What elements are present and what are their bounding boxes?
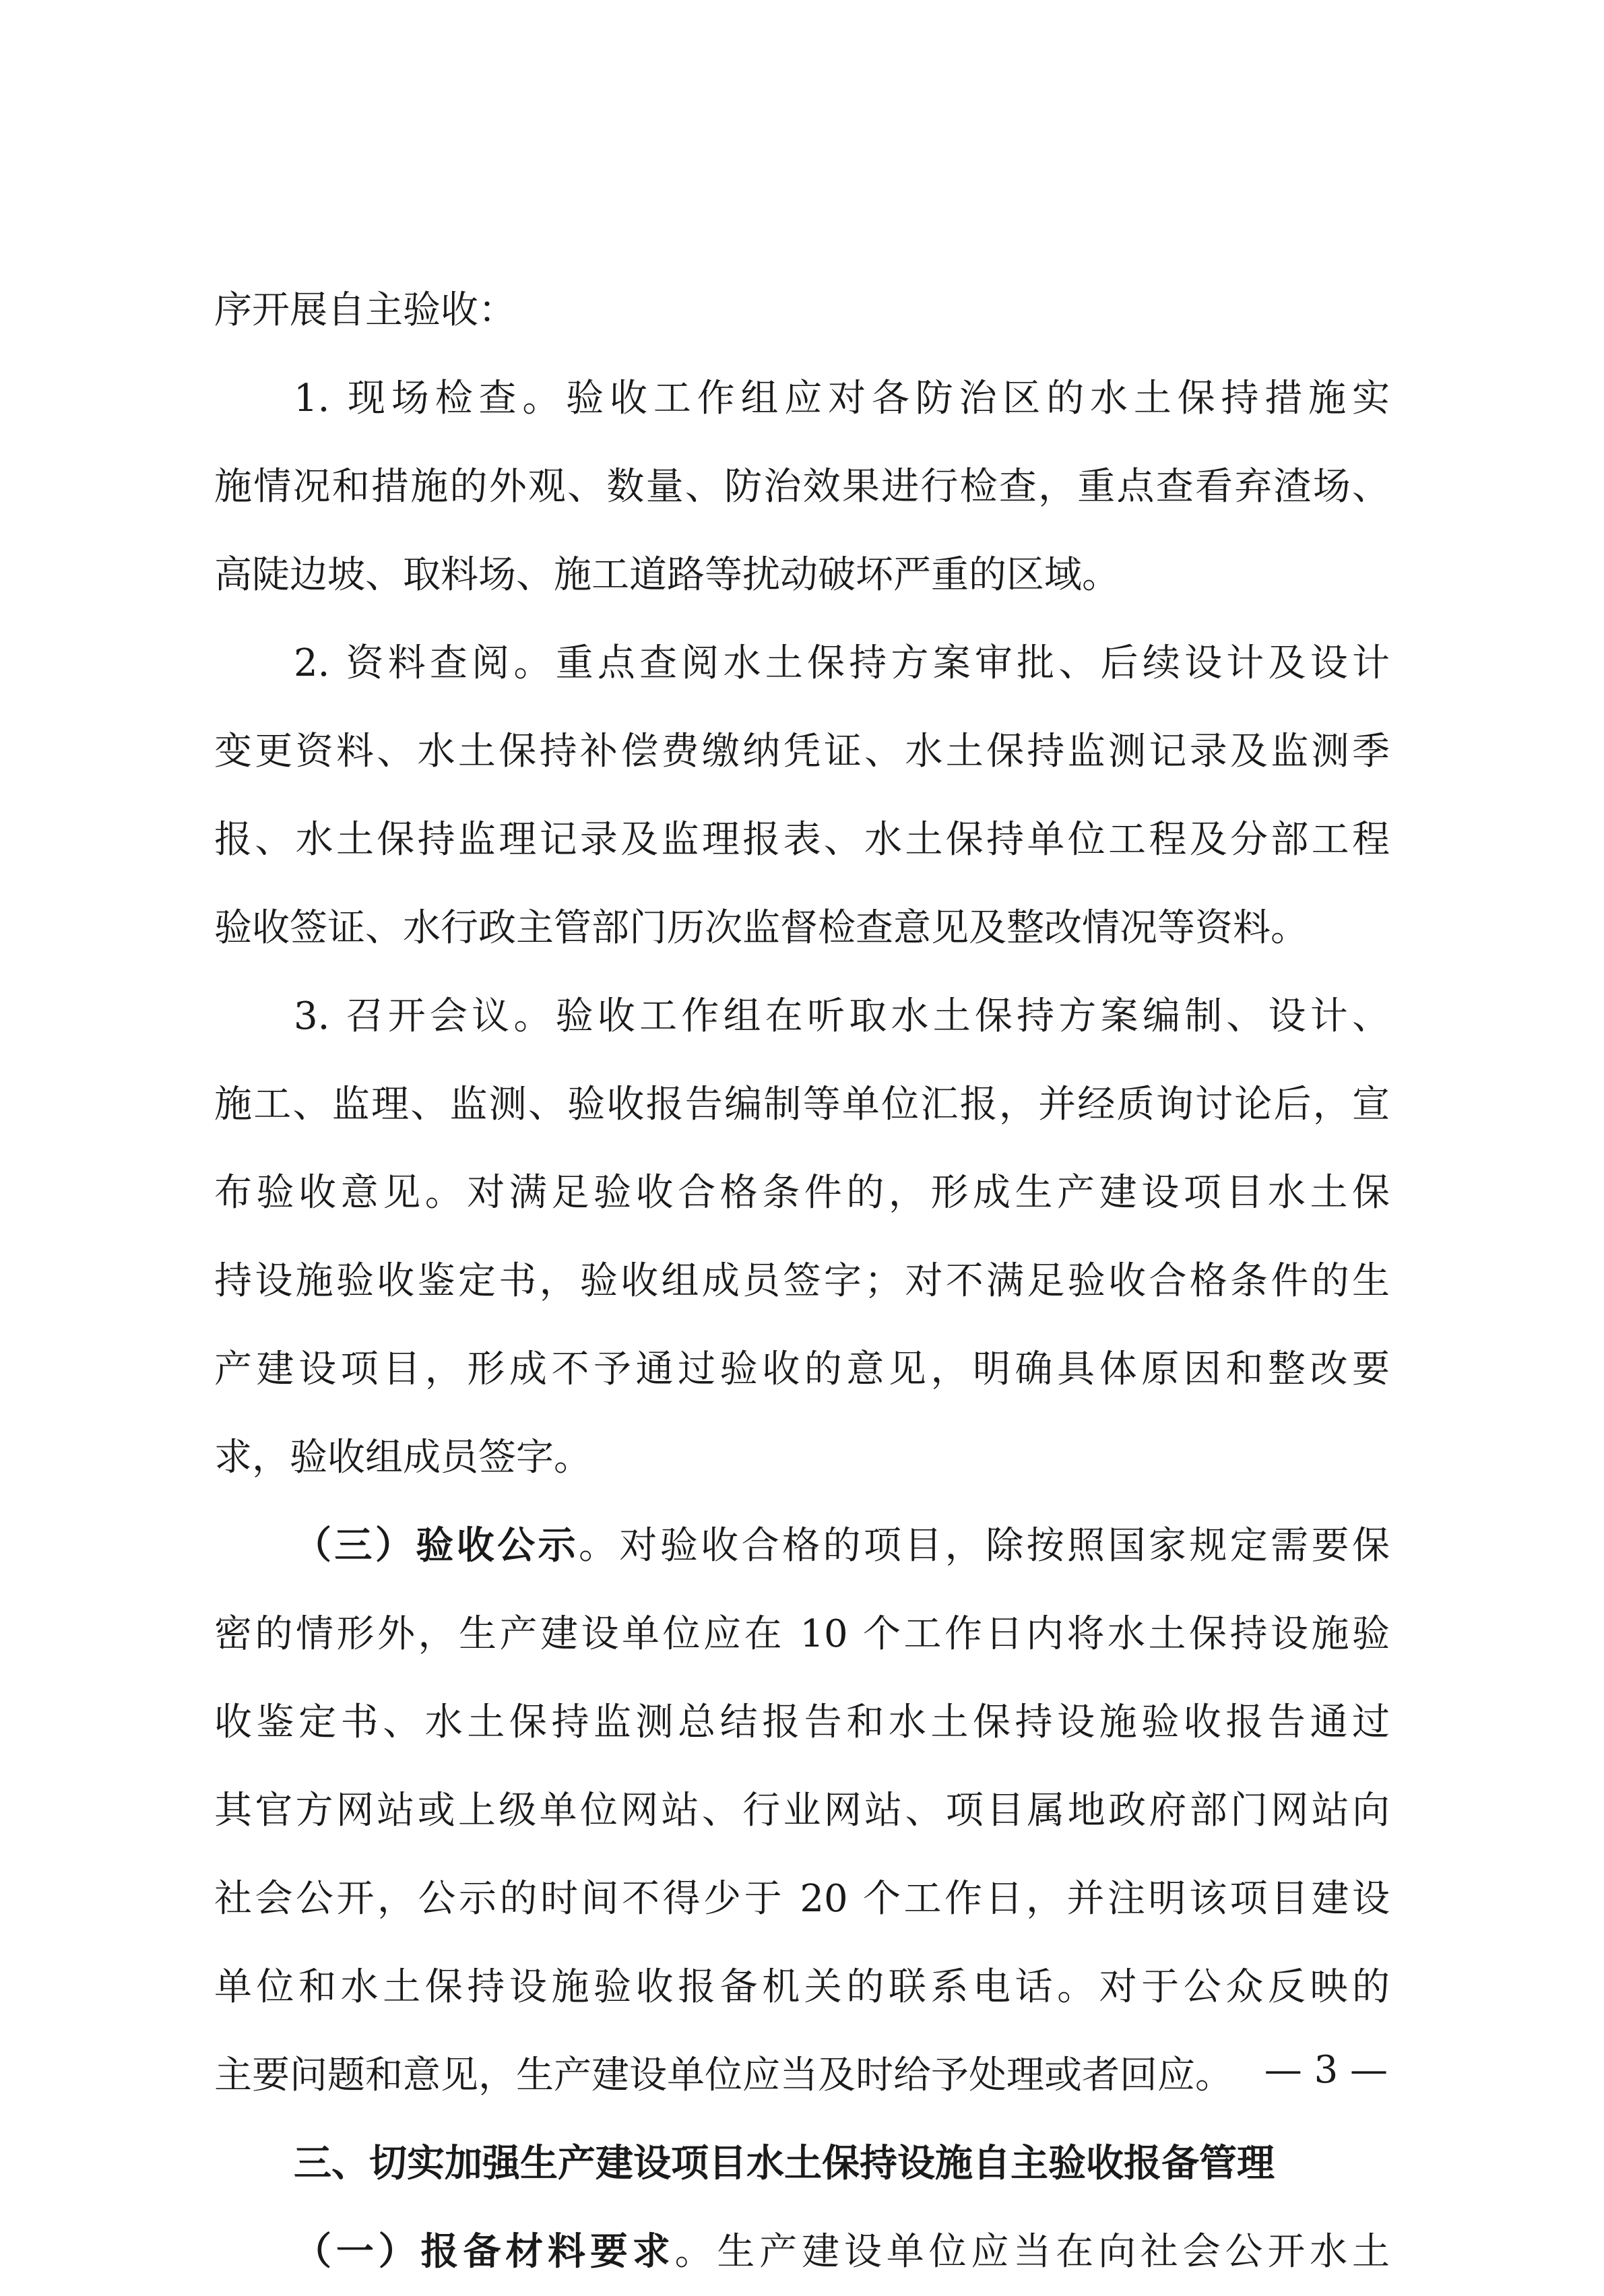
section-heading: 三、切实加强生产建设项目水土保持设施自主验收报备管理 [294, 2142, 1275, 2186]
publicity-first-line-text: 。对验收合格的项目，除按照国家规定需要保 [578, 1524, 1390, 1568]
materials-paragraph-first-line [214, 2208, 1390, 2296]
text-line: 单位和水土保持设施验收报备机关的联系电话。对于公众反映的 [214, 1965, 1390, 2009]
materials-lead: （一）报备材料要求 [294, 2230, 675, 2274]
text-line: 其官方网站或上级单位网站、行业网站、项目属地政府部门网站向 [214, 1789, 1390, 1832]
text-line: 收鉴定书、水土保持监测总结报告和水土保持设施验收报告通过 [214, 1700, 1390, 1744]
page-number: — 3 — [1264, 2048, 1388, 2092]
text-line: 序开展自主验收： [214, 288, 516, 332]
text-line: 主要问题和意见，生产建设单位应当及时给予处理或者回应。 [214, 2053, 1233, 2097]
text-line: 求，验收组成员签字。 [214, 1436, 591, 1479]
materials-first-line-text: 。生产建设单位应当在向社会公开水土 [674, 2230, 1390, 2274]
text-line: 2. 资料查阅。重点查阅水土保持方案审批、后续设计及设计 [294, 641, 1390, 685]
paragraph-lines [214, 266, 1390, 1502]
text-line: 3. 召开会议。验收工作组在听取水土保持方案编制、设计、 [294, 994, 1390, 1038]
text-line: 社会公开，公示的时间不得少于 20 个工作日，并注明该项目建设 [214, 1877, 1390, 1921]
text-line: 报、水土保持监理记录及监理报表、水土保持单位工程及分部工程 [214, 818, 1390, 862]
text-line: 密的情形外，生产建设单位应在 10 个工作日内将水土保持设施验 [214, 1612, 1390, 1656]
body-text [214, 266, 1390, 2296]
publicity-lead: （三）验收公示 [294, 1524, 579, 1568]
publicity-paragraph-first-line [214, 1502, 1390, 1590]
text-line: 施情况和措施的外观、数量、防治效果进行检查，重点查看弃渣场、 [214, 465, 1390, 509]
text-line: 验收签证、水行政主管部门历次监督检查意见及整改情况等资料。 [214, 906, 1308, 950]
text-line: 变更资料、水土保持补偿费缴纳凭证、水土保持监测记录及监测季 [214, 730, 1390, 773]
text-line: 布验收意见。对满足验收合格条件的，形成生产建设项目水土保 [214, 1171, 1390, 1215]
text-line: 高陡边坡、取料场、施工道路等扰动破坏严重的区域。 [214, 553, 1120, 597]
text-line: 产建设项目，形成不予通过验收的意见，明确具体原因和整改要 [214, 1347, 1390, 1391]
text-line: 施工、监理、监测、验收报告编制等单位汇报，并经质询讨论后，宣 [214, 1083, 1390, 1126]
text-line: 1. 现场检查。验收工作组应对各防治区的水土保持措施实 [294, 377, 1390, 420]
text-line: 持设施验收鉴定书，验收组成员签字；对不满足验收合格条件的生 [214, 1259, 1390, 1303]
